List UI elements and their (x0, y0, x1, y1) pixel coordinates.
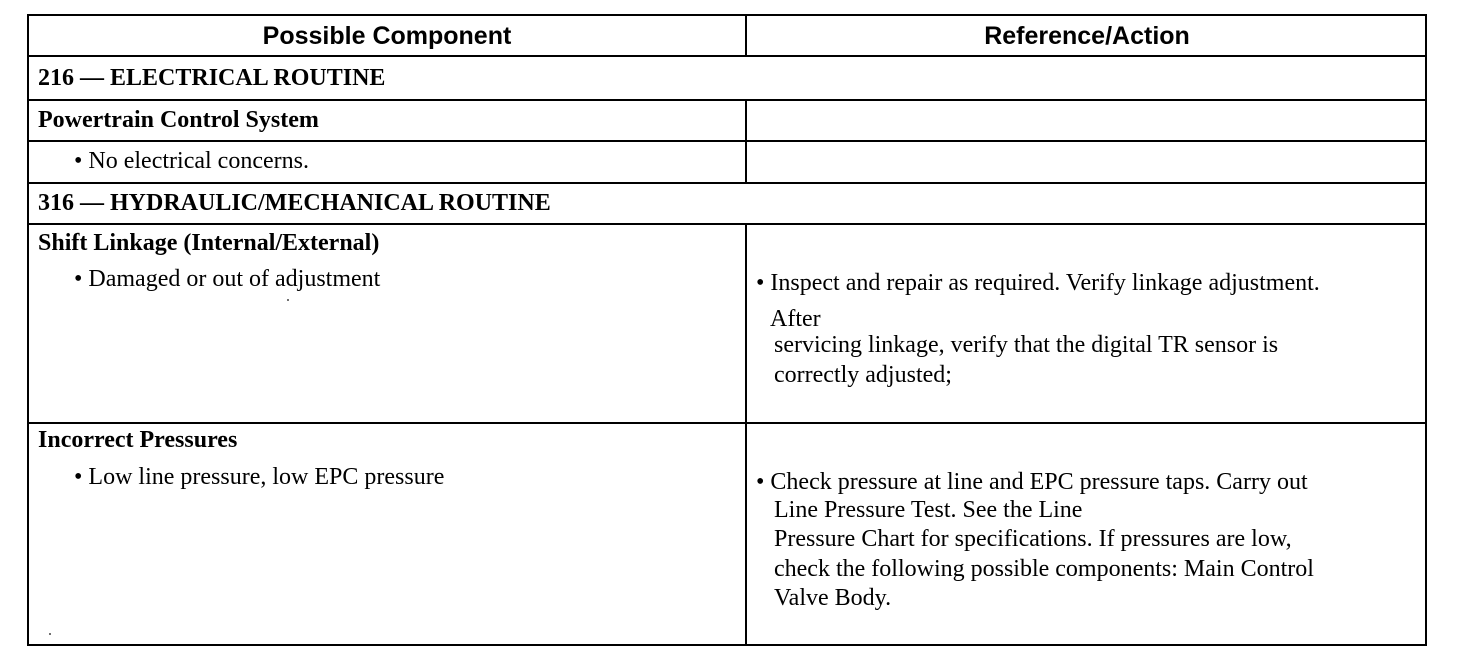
column-header-action: Reference/Action (984, 22, 1190, 50)
component-powertrain: Powertrain Control System (38, 107, 319, 133)
diagnostic-table (27, 14, 1427, 646)
row-divider (29, 182, 1425, 184)
row-divider (29, 140, 1425, 142)
action-line: Valve Body. (774, 585, 892, 611)
column-divider (745, 100, 747, 184)
row-divider (29, 99, 1425, 101)
component-incorrect-pressures: Incorrect Pressures (38, 427, 238, 453)
condition-damaged: • Damaged or out of adjustment (74, 265, 380, 293)
action-line: Pressure Chart for specifications. If pressures are low, (774, 526, 1292, 552)
column-divider (745, 224, 747, 646)
action-line: servicing linkage, verify that the digital TR sensor is (774, 332, 1279, 358)
action-line: check the following possible components: Main Control (774, 556, 1314, 582)
scan-speck (287, 299, 289, 301)
action-line: After (770, 306, 821, 332)
action-line: • Inspect and repair as required. Verify linkage adjustment. (756, 269, 1320, 297)
column-header-component: Possible Component (262, 22, 512, 50)
section-title-hydraulic: 316 — HYDRAULIC/MECHANICAL ROUTINE (38, 190, 551, 216)
action-line: • Check pressure at line and EPC pressure taps. Carry out (756, 468, 1308, 496)
condition-no-electrical: • No electrical concerns. (74, 147, 309, 175)
condition-low-pressure: • Low line pressure, low EPC pressure (74, 463, 444, 491)
section-title-electrical: 216 — ELECTRICAL ROUTINE (38, 65, 386, 91)
row-divider (29, 223, 1425, 225)
action-line: correctly adjusted; (774, 362, 952, 388)
scan-speck (49, 633, 51, 635)
action-line: Line Pressure Test. See the Line (774, 497, 1083, 523)
component-shift-linkage: Shift Linkage (Internal/External) (38, 230, 380, 256)
row-divider (29, 422, 1425, 424)
